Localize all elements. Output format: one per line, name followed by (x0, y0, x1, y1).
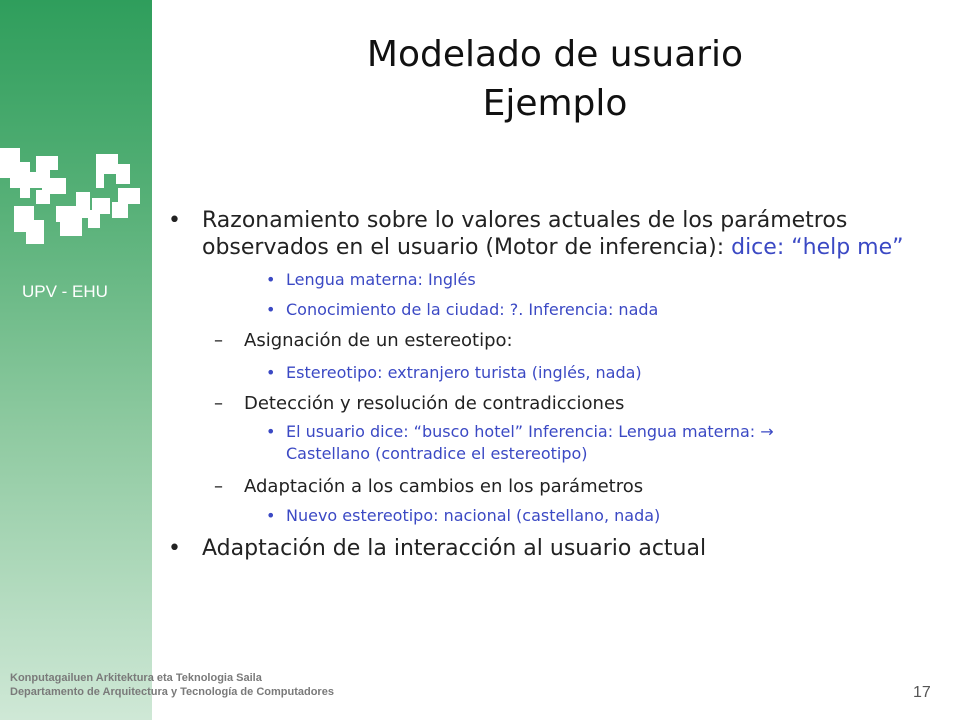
slide-content (168, 207, 928, 562)
sub-bullet-language-text: Lengua materna: Inglés (286, 270, 476, 289)
dash-contradictions (168, 392, 928, 416)
dash-icon: – (214, 393, 223, 414)
sub-bullet-contradiction (168, 421, 846, 465)
slide-title (190, 30, 920, 128)
sub-bullet-stereotype-text: Estereotipo: extranjero turista (inglés, nada) (286, 363, 642, 382)
bullet-interaction-text: Adaptación de la interacción al usuario actual (202, 536, 707, 561)
footer-line-2: Departamento de Arquitectura y Tecnología de Computadores (10, 686, 334, 698)
dash-stereotype (168, 329, 928, 353)
title-line-1: Modelado de usuario (366, 34, 744, 75)
upv-ehu-logo-icon (0, 148, 152, 248)
dash-icon: – (214, 476, 223, 497)
bullet-dot-icon: • (266, 270, 276, 289)
bullet-dot-icon: • (266, 300, 276, 319)
title-line-2: Ejemplo (482, 83, 628, 124)
bullet-dot-icon: • (266, 506, 276, 525)
bullet-dot-icon: • (168, 208, 181, 233)
sub-bullet-new-stereotype (168, 505, 928, 527)
bullet-dot-icon: • (266, 363, 276, 382)
page-number: 17 (913, 684, 931, 701)
sub-bullet-city-text: Conocimiento de la ciudad: ?. Inferencia: nada (286, 300, 659, 319)
bullet-reasoning-text: Razonamiento sobre lo valores actuales de los parámetros observados en el usuario (Motor de inferencia): (202, 208, 848, 260)
dash-contradictions-text: Detección y resolución de contradicciones (244, 393, 625, 414)
bullet-dot-icon: • (168, 536, 181, 561)
sub-bullet-language (168, 269, 928, 291)
sub-bullet-new-stereotype-text: Nuevo estereotipo: nacional (castellano, nada) (286, 506, 661, 525)
dash-adaptation (168, 475, 928, 499)
sub-bullet-city (168, 299, 928, 321)
brand-label: UPV - EHU (22, 282, 108, 301)
footer (10, 671, 334, 699)
dash-icon: – (214, 330, 223, 351)
sidebar (0, 0, 152, 720)
bullet-reasoning (168, 207, 928, 261)
bullet-dot-icon: • (266, 422, 276, 441)
bullet-reasoning-highlight: dice: “help me” (731, 235, 904, 260)
dash-adaptation-text: Adaptación a los cambios en los parámetros (244, 476, 644, 497)
sub-bullet-contradiction-text: El usuario dice: “busco hotel” Inferencia: Lengua materna: → Castellano (contradice el estereotipo) (286, 422, 774, 463)
bullet-interaction (168, 535, 928, 562)
sub-bullet-stereotype (168, 362, 928, 384)
footer-line-1: Konputagailuen Arkitektura eta Teknologia Saila (10, 672, 262, 684)
dash-stereotype-text: Asignación de un estereotipo: (244, 330, 513, 351)
